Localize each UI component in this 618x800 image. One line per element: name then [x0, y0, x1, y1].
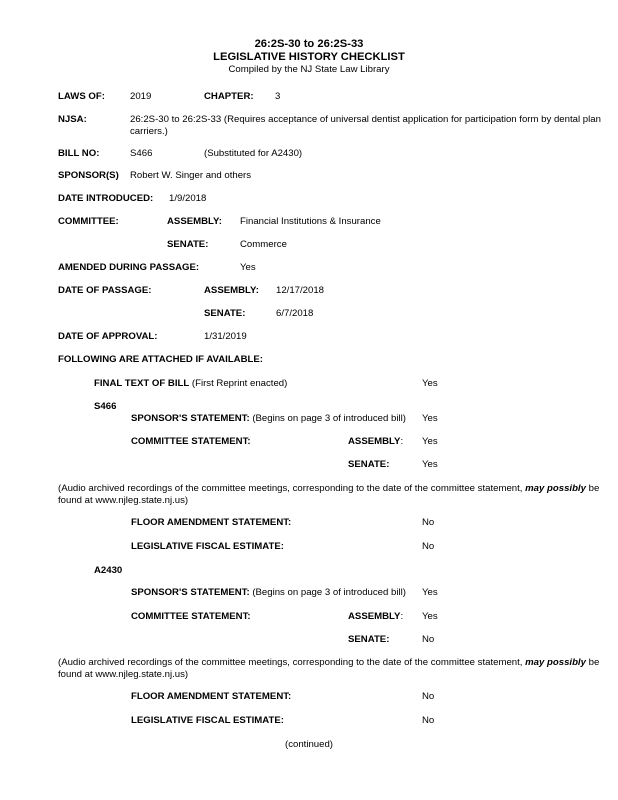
- a2430-audio-note: [58, 657, 606, 681]
- a2430-committee-senate-value: No: [422, 634, 435, 645]
- committee-senate-label: SENATE:: [167, 239, 209, 250]
- doc-title-statutes: 26:2S-30 to 26:2S-33: [254, 38, 364, 50]
- date-introduced-label: DATE INTRODUCED:: [58, 193, 154, 204]
- a2430-audio-text-a: (Audio archived recordings of the committee meetings, corresponding to the date of the committee statement,: [58, 657, 526, 668]
- chapter-value: 3: [275, 91, 281, 102]
- passage-assembly-value: 12/17/2018: [276, 285, 325, 296]
- final-text-row: [94, 378, 287, 390]
- s466-sponsor-statement-label: SPONSOR'S STATEMENT:: [131, 413, 250, 424]
- a2430-fiscal-estimate-label: LEGISLATIVE FISCAL ESTIMATE:: [131, 715, 284, 726]
- s466-audio-note: [58, 483, 606, 507]
- chapter-label: CHAPTER:: [204, 91, 254, 102]
- sponsor-label: SPONSOR(S): [58, 170, 119, 181]
- committee-senate-value: Commerce: [240, 239, 287, 250]
- a2430-sponsor-statement-row: [131, 587, 406, 599]
- attached-heading: FOLLOWING ARE ATTACHED IF AVAILABLE:: [58, 354, 263, 365]
- a2430-floor-amendment-label: FLOOR AMENDMENT STATEMENT:: [131, 691, 292, 702]
- a2430-sponsor-statement-value: Yes: [422, 587, 438, 598]
- laws-of-label: LAWS OF:: [58, 91, 105, 102]
- s466-audio-emphasis: may possibly: [525, 483, 586, 494]
- final-text-value: Yes: [422, 378, 438, 389]
- njsa-label: NJSA:: [58, 114, 87, 125]
- bill-no-value: S466: [130, 148, 153, 159]
- final-text-note: (First Reprint enacted): [191, 378, 288, 389]
- sponsor-value: Robert W. Singer and others: [130, 170, 252, 181]
- s466-committee-assembly: [348, 436, 403, 448]
- date-of-approval-label: DATE OF APPROVAL:: [58, 331, 158, 342]
- laws-of-value: 2019: [130, 91, 152, 102]
- a2430-sponsor-statement-note: (Begins on page 3 of introduced bill): [252, 587, 406, 598]
- s466-committee-assembly-value: Yes: [422, 436, 438, 447]
- s466-floor-amendment-label: FLOOR AMENDMENT STATEMENT:: [131, 517, 292, 528]
- amended-label: AMENDED DURING PASSAGE:: [58, 262, 200, 273]
- committee-assembly-value: Financial Institutions & Insurance: [240, 216, 381, 227]
- a2430-floor-amendment-value: No: [422, 691, 435, 702]
- passage-senate-label: SENATE:: [204, 308, 246, 319]
- committee-assembly-label: ASSEMBLY:: [167, 216, 222, 227]
- a2430-committee-senate-label: SENATE:: [348, 634, 390, 645]
- s466-sponsor-statement-value: Yes: [422, 413, 438, 424]
- s466-sponsor-statement-row: [131, 413, 406, 425]
- s466-audio-text-a: (Audio archived recordings of the committee meetings, corresponding to the date of the committee statement,: [58, 483, 526, 494]
- s466-floor-amendment-value: No: [422, 517, 435, 528]
- continued-note: (continued): [285, 739, 333, 750]
- bill-substituted-note: (Substituted for A2430): [204, 148, 303, 159]
- committee-label: COMMITTEE:: [58, 216, 119, 227]
- date-introduced-value: 1/9/2018: [169, 193, 207, 204]
- passage-senate-value: 6/7/2018: [276, 308, 314, 319]
- a2430-committee-assembly-value: Yes: [422, 611, 438, 622]
- a2430-audio-emphasis: may possibly: [525, 657, 586, 668]
- doc-title-checklist: LEGISLATIVE HISTORY CHECKLIST: [213, 51, 405, 63]
- a2430-committee-assembly-colon: :: [400, 611, 404, 622]
- passage-assembly-label: ASSEMBLY:: [204, 285, 259, 296]
- s466-heading: S466: [94, 401, 117, 412]
- a2430-heading: A2430: [94, 565, 123, 576]
- compiled-by: Compiled by the NJ State Law Library: [228, 64, 390, 75]
- a2430-committee-statement-label: COMMITTEE STATEMENT:: [131, 611, 251, 622]
- a2430-fiscal-estimate-value: No: [422, 715, 435, 726]
- a2430-sponsor-statement-label: SPONSOR'S STATEMENT:: [131, 587, 250, 598]
- a2430-audio-text-b: be found at www.njleg.state.nj.us): [58, 657, 600, 680]
- s466-committee-statement-label: COMMITTEE STATEMENT:: [131, 436, 251, 447]
- njsa-value: 26:2S-30 to 26:2S-33 (Requires acceptance of universal dentist application for participation form by dental plan carriers.): [130, 114, 601, 137]
- a2430-committee-assembly: [348, 611, 403, 623]
- s466-committee-assembly-label: ASSEMBLY: [348, 436, 401, 447]
- s466-sponsor-statement-note: (Begins on page 3 of introduced bill): [252, 413, 406, 424]
- date-of-approval-value: 1/31/2019: [204, 331, 247, 342]
- s466-committee-assembly-colon: :: [400, 436, 404, 447]
- amended-value: Yes: [240, 262, 256, 273]
- s466-fiscal-estimate-label: LEGISLATIVE FISCAL ESTIMATE:: [131, 541, 284, 552]
- date-of-passage-label: DATE OF PASSAGE:: [58, 285, 152, 296]
- s466-committee-senate-value: Yes: [422, 459, 438, 470]
- final-text-label: FINAL TEXT OF BILL: [94, 378, 190, 389]
- s466-committee-senate-label: SENATE:: [348, 459, 390, 470]
- s466-audio-text-b: be found at www.njleg.state.nj.us): [58, 483, 600, 506]
- s466-fiscal-estimate-value: No: [422, 541, 435, 552]
- bill-no-label: BILL NO:: [58, 148, 100, 159]
- a2430-committee-assembly-label: ASSEMBLY: [348, 611, 401, 622]
